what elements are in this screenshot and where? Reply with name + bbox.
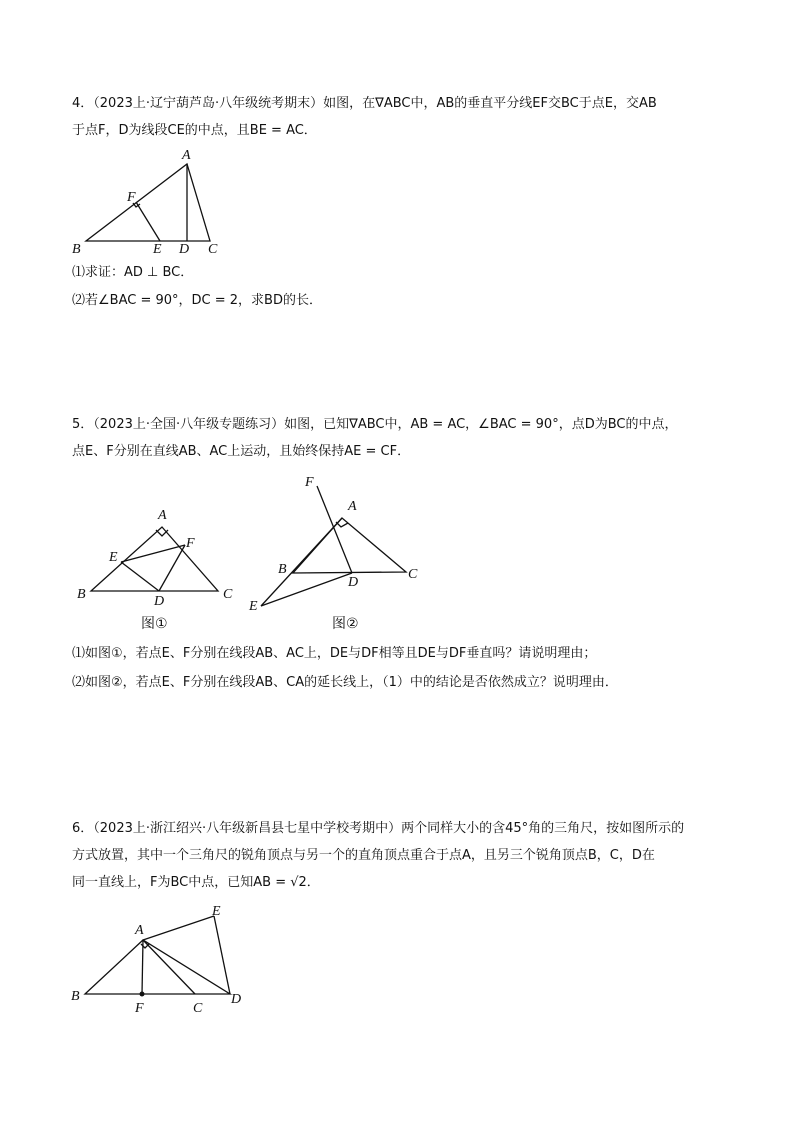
problem5-fig2-label-E: E: [249, 599, 258, 614]
problem5-fig2-label-F: F: [305, 475, 314, 490]
problem4-label-B: B: [72, 242, 81, 257]
problem5-fig2-caption: 图②: [332, 616, 359, 632]
problem6-label-A: A: [135, 923, 144, 938]
problem4-label-F: F: [127, 190, 136, 205]
problem4-statement-line1: 4．（2023上·辽宁葫芦岛·八年级统考期末）如图，在∇ABC中，AB的垂直平分线EF交BC于点E，交AB: [72, 96, 657, 111]
problem6-statement-line1: 6．（2023上·浙江绍兴·八年级新昌县七星中学校考期中）两个同样大小的含45°角的三角尺，按如图所示的: [72, 821, 685, 836]
problem5-fig1-label-E: E: [109, 550, 118, 565]
problem4-label-C: C: [208, 242, 218, 257]
problem6-label-C: C: [193, 1001, 203, 1016]
problem4-label-E: E: [153, 242, 162, 257]
problem5-fig1-label-F: F: [186, 536, 195, 551]
problem6-label-B: B: [71, 989, 80, 1004]
problem5-fig2-label-C: C: [408, 567, 418, 582]
problem5-question2: ⑵如图②，若点E、F分别在线段AB、CA的延长线上，（1）中的结论是否依然成立？说明理由．: [72, 675, 618, 690]
problem5-statement-line2: 点E、F分别在直线AB、AC上运动，且始终保持AE = CF．: [72, 444, 411, 459]
problem4-label-A: A: [182, 148, 191, 163]
problem5-fig1-label-D: D: [154, 594, 165, 609]
problem6-label-D: D: [231, 992, 242, 1007]
problem4-question2: ⑵若∠BAC = 90°，DC = 2，求BD的长．: [72, 293, 322, 308]
problem4-question1: ⑴求证：AD ⊥ BC．: [72, 265, 194, 280]
problem6-label-E: E: [212, 904, 221, 919]
problem5-fig2-label-B: B: [278, 562, 287, 577]
problem6-label-F: F: [135, 1001, 144, 1016]
problem4-statement-line2: 于点F，D为线段CE的中点，且BE = AC．: [72, 123, 317, 138]
problem4-figure: [60, 140, 240, 260]
problem4-label-D: D: [179, 242, 190, 257]
problem5-fig1-caption: 图①: [141, 616, 168, 632]
problem6-figure: [65, 900, 265, 1020]
problem5-fig1-label-B: B: [77, 587, 86, 602]
problem6-statement-line2: 方式放置，其中一个三角尺的锐角顶点与另一个的直角顶点重合于点A，且另三个锐角顶点B，C，D在: [72, 848, 655, 863]
problem5-fig1-label-C: C: [223, 587, 233, 602]
problem5-fig2-label-D: D: [348, 575, 359, 590]
problem5-figure1: [75, 505, 245, 635]
problem6-statement-line3: 同一直线上，F为BC中点，已知AB = √2．: [72, 875, 320, 890]
problem5-statement-line1: 5．（2023上·全国·八年级专题练习）如图，已知∇ABC中，AB = AC，∠BAC = 90°，点D为BC的中点，: [72, 417, 678, 432]
problem5-fig1-label-A: A: [158, 508, 167, 523]
problem5-question1: ⑴如图①，若点E、F分别在线段AB、AC上，DE与DF相等且DE与DF垂直吗？请说明理由；: [72, 646, 597, 661]
problem5-figure2: [245, 470, 430, 635]
problem5-fig2-label-A: A: [348, 499, 357, 514]
